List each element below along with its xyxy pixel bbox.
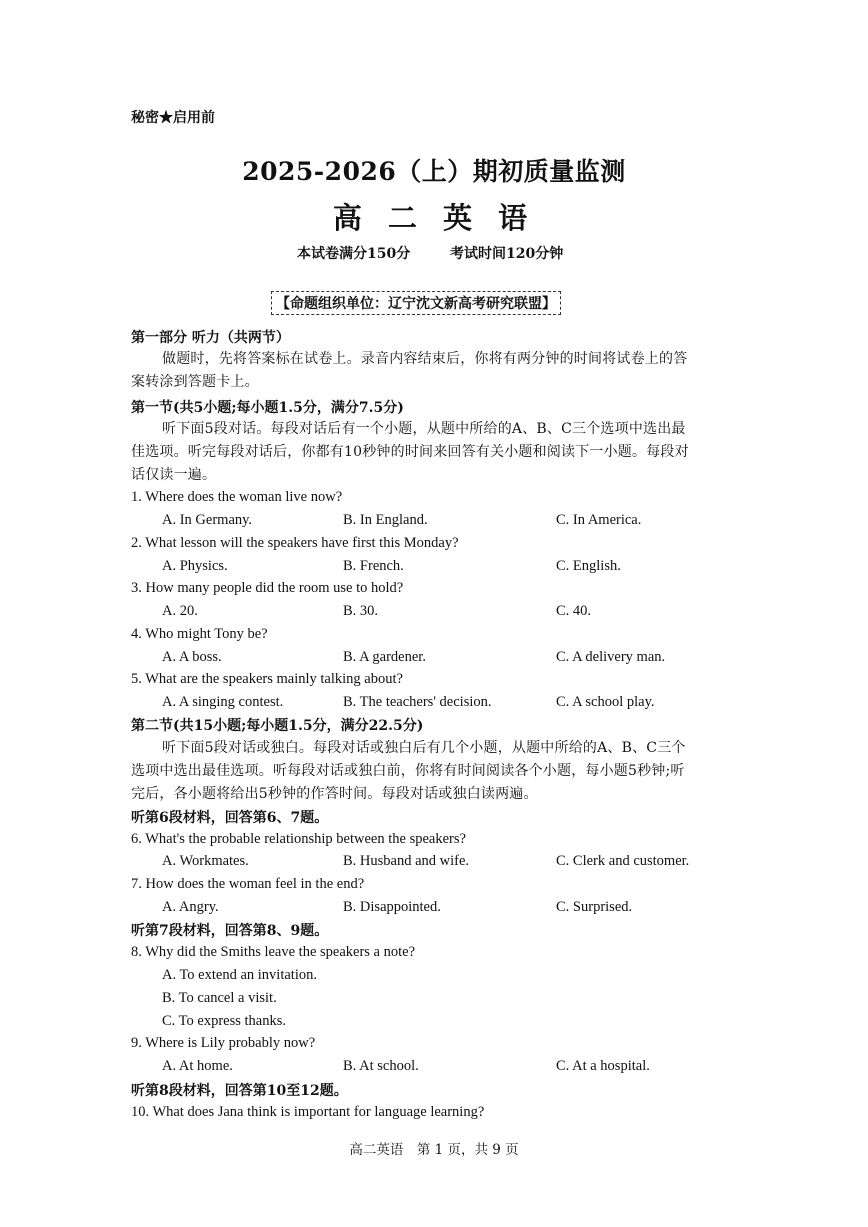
question-4: 4. Who might Tony be? [131, 626, 268, 642]
option-1a: A. In Germany. [162, 512, 253, 528]
part1-intro-line1: 做题时，先将答案标在试卷上。录音内容结束后，你将有两分钟的时间将试卷上的答 [162, 351, 688, 367]
full-score: 本试卷满分150分 [297, 246, 411, 262]
section1-heading: 第一节(共5小题;每小题1.5分，满分7.5分) [131, 400, 404, 416]
option-7b: B. Disappointed. [343, 899, 441, 915]
section1-intro-line3: 话仅读一遍。 [131, 467, 217, 483]
question-8: 8. Why did the Smiths leave the speakers a note? [131, 944, 416, 960]
option-7c: C. Surprised. [556, 899, 633, 915]
section1-intro-line1: 听下面5段对话。每段对话后有一个小题，从题中所给的A、B、C三个选项中选出最 [162, 421, 686, 437]
exam-title: 2025-2026（上）期初质量监测 [242, 157, 626, 186]
option-4a: A. A boss. [162, 649, 222, 665]
question-5: 5. What are the speakers mainly talking about? [131, 671, 403, 687]
question-9: 9. Where is Lily probably now? [131, 1035, 316, 1051]
question-1: 1. Where does the woman live now? [131, 489, 343, 505]
option-8b: B. To cancel a visit. [162, 990, 277, 1006]
option-5a: A. A singing contest. [162, 694, 284, 710]
option-5b: B. The teachers' decision. [343, 694, 492, 710]
option-3a: A. 20. [162, 603, 198, 619]
option-3b: B. 30. [343, 603, 379, 619]
question-7: 7. How does the woman feel in the end? [131, 876, 365, 892]
section2-heading: 第二节(共15小题;每小题1.5分，满分22.5分) [131, 718, 424, 734]
question-2: 2. What lesson will the speakers have first this Monday? [131, 535, 459, 551]
option-8a: A. To extend an invitation. [162, 967, 317, 983]
question-3: 3. How many people did the room use to hold? [131, 580, 404, 596]
option-9a: A. At home. [162, 1058, 233, 1074]
option-3c: C. 40. [556, 603, 592, 619]
material-7-heading: 听第7段材料，回答第8、9题。 [131, 923, 329, 939]
option-6a: A. Workmates. [162, 853, 249, 869]
section2-intro-line2: 选项中选出最佳选项。听每段对话或独白前，你将有时间阅读各个小题，每小题5秒钟;听 [131, 763, 685, 779]
question-6: 6. What's the probable relationship between the speakers? [131, 831, 466, 847]
question-10: 10. What does Jana think is important for language learning? [131, 1104, 485, 1120]
option-9c: C. At a hospital. [556, 1058, 650, 1074]
option-4c: C. A delivery man. [556, 649, 666, 665]
section2-intro-line1: 听下面5段对话或独白。每段对话或独白后有几个小题，从题中所给的A、B、C三个 [162, 740, 686, 756]
option-1b: B. In England. [343, 512, 428, 528]
organizer-box: 【命题组织单位：辽宁沈文新高考研究联盟】 [271, 291, 561, 315]
page-footer: 高二英语 第 1 页，共 9 页 [349, 1142, 519, 1158]
part1-heading: 第一部分 听力（共两节） [131, 330, 290, 346]
section1-intro-line2: 佳选项。听完每段对话后，你都有10秒钟的时间来回答有关小题和阅读下一小题。每段对 [131, 444, 689, 460]
part1-intro-line2: 案转涂到答题卡上。 [131, 374, 259, 390]
section2-intro-line3: 完后，各小题将给出5秒钟的作答时间。每段对话或独白读两遍。 [131, 786, 538, 802]
option-1c: C. In America. [556, 512, 642, 528]
option-5c: C. A school play. [556, 694, 655, 710]
option-8c: C. To express thanks. [162, 1013, 286, 1029]
material-6-heading: 听第6段材料，回答第6、7题。 [131, 810, 329, 826]
option-4b: B. A gardener. [343, 649, 426, 665]
option-6c: C. Clerk and customer. [556, 853, 690, 869]
option-2c: C. English. [556, 558, 621, 574]
option-7a: A. Angry. [162, 899, 219, 915]
exam-subject: 高 二 英 语 [332, 201, 536, 235]
option-9b: B. At school. [343, 1058, 419, 1074]
option-6b: B. Husband and wife. [343, 853, 470, 869]
material-8-heading: 听第8段材料，回答第10至12题。 [131, 1083, 348, 1099]
option-2a: A. Physics. [162, 558, 228, 574]
confidential-mark: 秘密★启用前 [131, 110, 215, 126]
option-2b: B. French. [343, 558, 404, 574]
exam-time: 考试时间120分钟 [450, 246, 564, 262]
